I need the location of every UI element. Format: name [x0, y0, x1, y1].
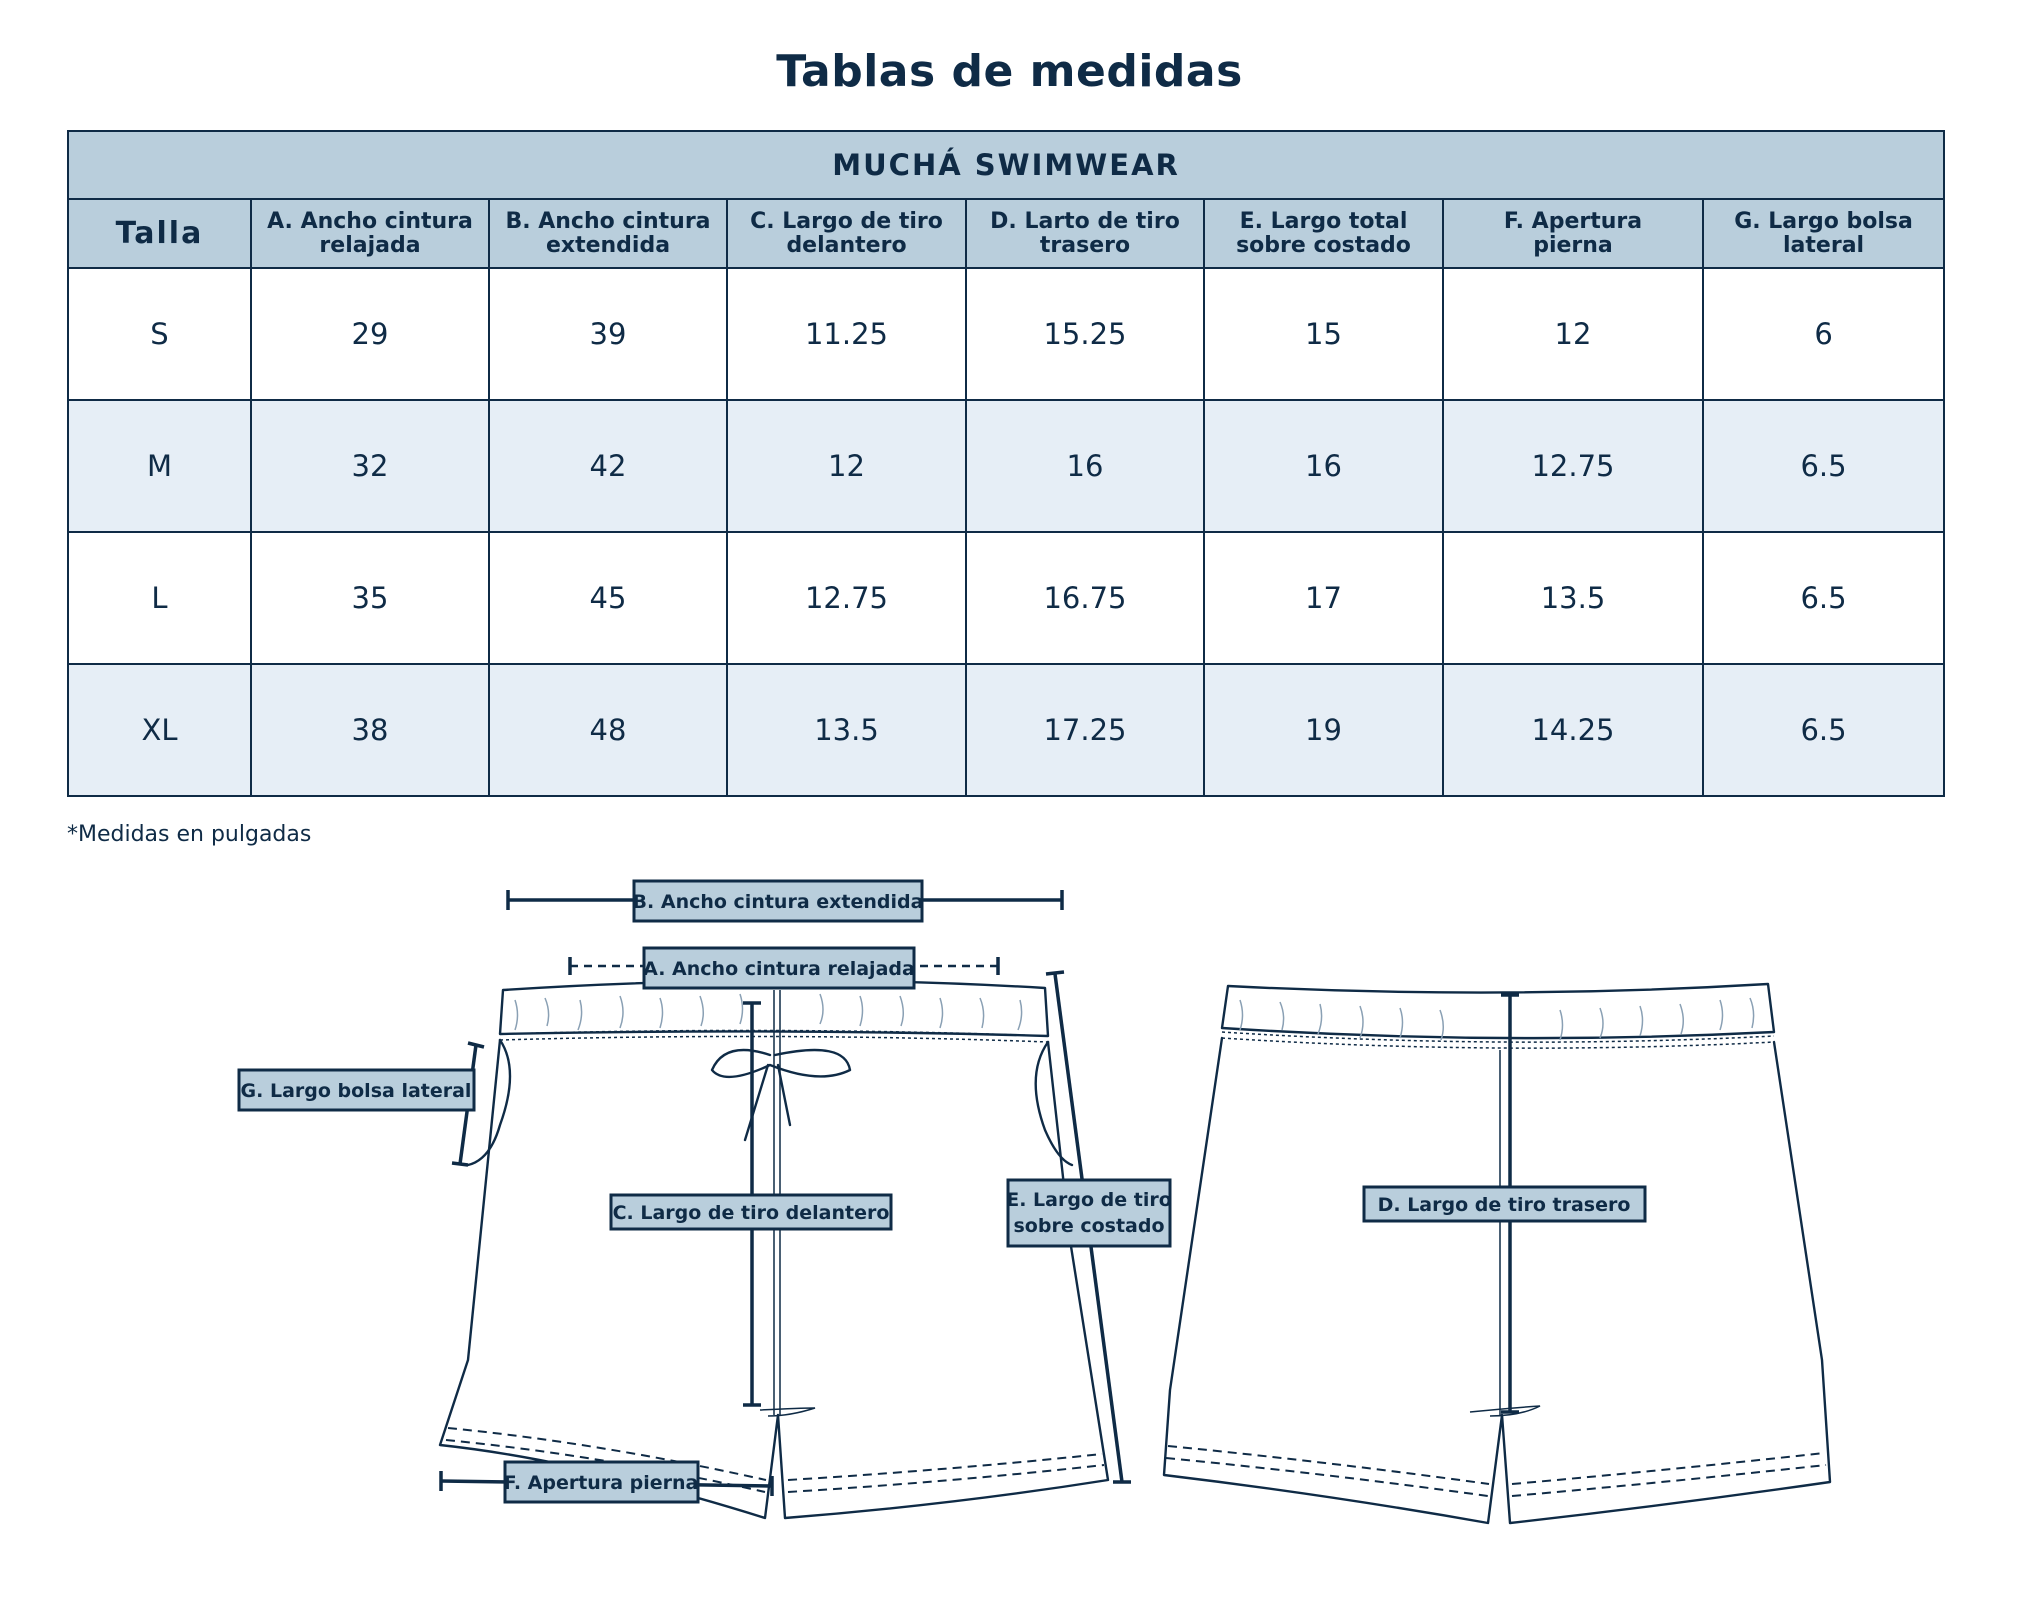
table-cell: 12	[1443, 268, 1703, 400]
table-row	[68, 400, 1944, 532]
label-d	[1364, 1187, 1645, 1221]
table-cell: 6.5	[1703, 532, 1944, 664]
label-g	[239, 1070, 474, 1110]
table-cell: 39	[489, 268, 727, 400]
table-cell: 19	[1204, 664, 1443, 796]
table-cell: 17.25	[966, 664, 1204, 796]
table-cell: 38	[251, 664, 489, 796]
column-header: A. Ancho cintura relajada	[251, 199, 489, 268]
label-b	[633, 881, 924, 921]
table-cell: 29	[251, 268, 489, 400]
label-f-text: F. Apertura pierna	[503, 1472, 699, 1494]
front-shorts-illustration	[440, 980, 1108, 1518]
column-header: E. Largo total sobre costado	[1204, 199, 1443, 268]
back-shorts-illustration	[1164, 984, 1830, 1523]
label-d-text: D. Largo de tiro trasero	[1377, 1194, 1631, 1216]
size-cell: M	[68, 400, 251, 532]
table-cell: 16	[966, 400, 1204, 532]
table-row	[68, 532, 1944, 664]
measurement-note: *Medidas en pulgadas	[67, 822, 312, 847]
label-c-text: C. Largo de tiro delantero	[612, 1202, 890, 1224]
label-e-text-2: sobre costado	[1013, 1215, 1165, 1237]
column-header: Talla	[68, 199, 251, 268]
page-title: Tablas de medidas	[776, 46, 1243, 97]
label-b-text: B. Ancho cintura extendida	[632, 891, 924, 913]
label-g-text: G. Largo bolsa lateral	[240, 1080, 472, 1102]
size-cell: S	[68, 268, 251, 400]
table-cell: 45	[489, 532, 727, 664]
table-cell: 13.5	[1443, 532, 1703, 664]
table-cell: 6.5	[1703, 664, 1944, 796]
table-cell: 15.25	[966, 268, 1204, 400]
table-cell: 48	[489, 664, 727, 796]
table-cell: 16	[1204, 400, 1443, 532]
label-a-text: A. Ancho cintura relajada	[643, 958, 915, 980]
brand-header: MUCHÁ SWIMWEAR	[68, 131, 1944, 199]
table-cell: 42	[489, 400, 727, 532]
table-row	[68, 664, 1944, 796]
label-f	[504, 1462, 699, 1502]
column-header: G. Largo bolsa lateral	[1703, 199, 1944, 268]
table-cell: 17	[1204, 532, 1443, 664]
column-header: C. Largo de tiro delantero	[727, 199, 966, 268]
column-header: B. Ancho cintura extendida	[489, 199, 727, 268]
table-cell: 12	[727, 400, 966, 532]
table-cell: 32	[251, 400, 489, 532]
table-cell: 35	[251, 532, 489, 664]
table-cell: 12.75	[1443, 400, 1703, 532]
label-e	[1006, 1180, 1172, 1246]
table-cell: 11.25	[727, 268, 966, 400]
table-row	[68, 268, 1944, 400]
measurement-lines	[441, 890, 1519, 1496]
column-header-row	[68, 199, 1944, 268]
column-header: D. Larto de tiro trasero	[966, 199, 1204, 268]
table-cell: 13.5	[727, 664, 966, 796]
label-a	[643, 948, 915, 988]
table-cell: 6	[1703, 268, 1944, 400]
table-cell: 16.75	[966, 532, 1204, 664]
table-cell: 6.5	[1703, 400, 1944, 532]
size-cell: L	[68, 532, 251, 664]
column-header: F. Apertura pierna	[1443, 199, 1703, 268]
size-cell: XL	[68, 664, 251, 796]
table-cell: 12.75	[727, 532, 966, 664]
table-cell: 14.25	[1443, 664, 1703, 796]
shorts-diagram	[0, 860, 2019, 1560]
label-e-text-1: E. Largo de tiro	[1006, 1189, 1172, 1211]
size-table	[67, 130, 1945, 797]
table-cell: 15	[1204, 268, 1443, 400]
label-c	[611, 1195, 891, 1229]
